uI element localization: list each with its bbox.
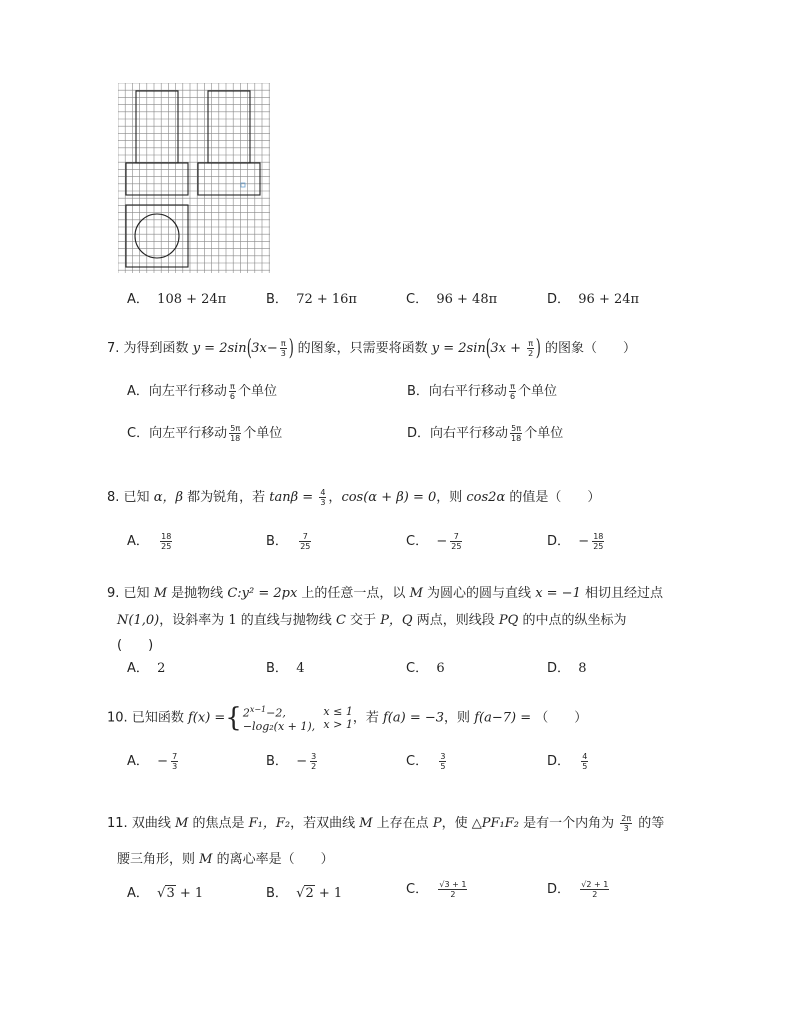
q9-option-d: D． 8 (547, 661, 587, 676)
q7-stem: 7. 为得到函数 y = 2sin(3x− $\frac{\pi}{3}$ ) 的图象，只需要将函数 y = 2sin(3x + $\frac{\pi}{2}$ ) 的图象（ ） (107, 335, 636, 361)
q11-stem-line2: 腰三角形，则 M 的离心率是（ ） (117, 852, 334, 867)
q6-option-b: B． 72 + 16π (266, 292, 357, 307)
front-view-bottom (126, 163, 188, 195)
q10-stem: 10. 已知函数 f(x) ={ $2^{x-1}-2$, −log₂(x + 1), x ≤ 1 x > 1 ，若 f(a) = −3，则 f(a−7) = （ ） (107, 702, 588, 733)
q6-option-d: D． 96 + 24π (547, 292, 640, 307)
q9-option-a: A． 2 (127, 661, 166, 676)
q7-option-c: C．向左平行移动 $\frac{5\pi}{18}$ 个单位 (127, 424, 283, 443)
piecewise-conditions: x ≤ 1 x > 1 (323, 704, 353, 731)
q11-option-c: C． $\frac{√3 + 1}{2}$ (406, 880, 467, 899)
top-view-circle (135, 214, 179, 258)
q8-option-a: A． $\frac{18}{25}$ (127, 532, 172, 551)
q9-option-c: C． 6 (406, 661, 445, 676)
three-view-figure (118, 83, 270, 273)
q11-stem-line1: 11. 双曲线 M 的焦点是 F₁，F₂，若双曲线 M 上存在点 P，使 △PF₁F₂ 是有一个内角为 $\frac{2\pi}{3}$ 的等 (107, 814, 665, 833)
q11-option-b: B． √2 + 1 (266, 886, 343, 901)
q8-option-d: D． − $\frac{18}{25}$ (547, 532, 604, 551)
q8-stem: 8. 已知 α，β 都为锐角，若 tanβ = $\frac{4}{3}$ ，cos(α + β) = 0，则 cos2α 的值是（ ） (107, 488, 601, 507)
q9-stem-line1: 9. 已知 M 是抛物线 C:y² = 2px 上的任意一点，以 M 为圆心的圆与直线 x = −1 相切且经过点 (107, 586, 663, 601)
q7-option-a: A．向左平行移动 $\frac{\pi}{6}$ 个单位 (127, 382, 278, 401)
q7-option-d: D．向右平行移动 $\frac{5\pi}{18}$ 个单位 (407, 424, 564, 443)
q10-option-c: C． $\frac{3}{5}$ (406, 752, 446, 771)
front-view-top (136, 91, 178, 163)
q6-option-c: C． 96 + 48π (406, 292, 498, 307)
side-view-bottom (198, 163, 260, 195)
q9-option-b: B． 4 (266, 661, 305, 676)
q8-option-c: C． − $\frac{7}{25}$ (406, 532, 462, 551)
side-view-top (208, 91, 250, 163)
q11-option-d: D． $\frac{√2 + 1}{2}$ (547, 880, 609, 899)
q10-option-a: A． − $\frac{7}{3}$ (127, 752, 178, 771)
q9-stem-line2: N(1,0)，设斜率为 1 的直线与抛物线 C 交于 P，Q 两点，则线段 PQ 的中点的纵坐标为 (117, 613, 627, 628)
q8-option-b: B． $\frac{7}{25}$ (266, 532, 311, 551)
q11-option-a: A． √3 + 1 (127, 886, 204, 901)
q9-stem-line3: ( ) (117, 638, 154, 653)
piecewise-cases: $2^{x-1}-2$, −log₂(x + 1), (242, 705, 316, 733)
grid (118, 83, 270, 273)
q7-option-b: B．向右平行移动 $\frac{\pi}{6}$ 个单位 (407, 382, 558, 401)
q6-option-a: A． 108 + 24π (127, 292, 227, 307)
q10-option-d: D． $\frac{4}{5}$ (547, 752, 588, 771)
q10-option-b: B． − $\frac{3}{2}$ (266, 752, 317, 771)
